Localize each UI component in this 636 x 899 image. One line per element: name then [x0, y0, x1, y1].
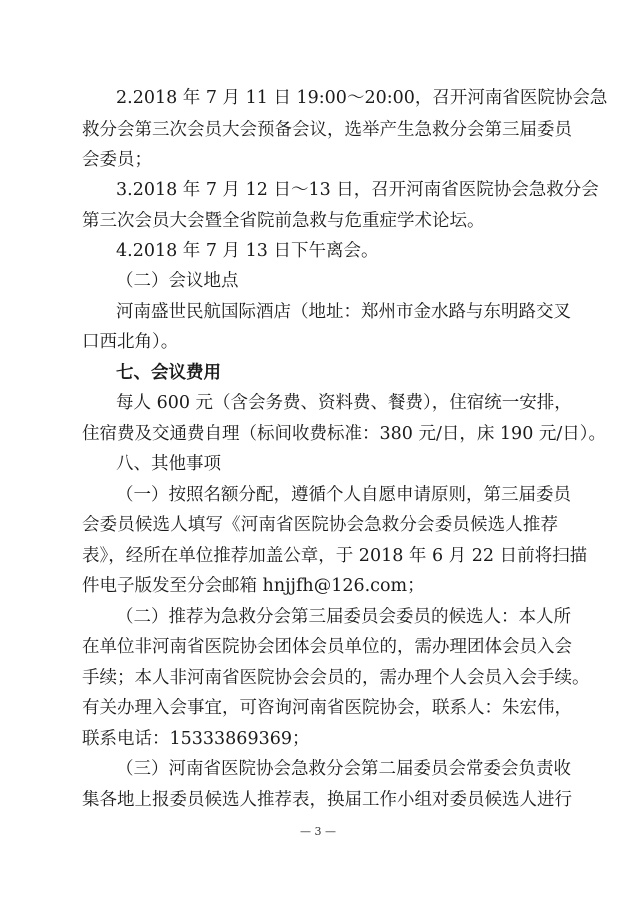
paragraph-line: 会委员候选人填写《河南省医院协会急救分会委员候选人推荐	[82, 515, 558, 535]
paragraph-line: 件电子版发至分会邮箱 hnjjfh@126.com；	[82, 576, 425, 596]
paragraph-line: 会委员；	[82, 150, 152, 170]
paragraph-line: 河南盛世民航国际酒店（地址：郑州市金水路与东明路交叉	[116, 302, 571, 322]
section-heading: 八、其他事项	[116, 454, 221, 474]
paragraph-line: 2.2018 年 7 月 11 日 19:00～20:00，召开河南省医院协会急	[116, 88, 608, 108]
paragraph-line: 3.2018 年 7 月 12 日～13 日，召开河南省医院协会急救分会	[116, 180, 599, 200]
paragraph-line: 4.2018 年 7 月 13 日下午离会。	[116, 241, 379, 261]
paragraph-line: 表》，经所在单位推荐加盖公章，于 2018 年 6 月 22 日前将扫描	[82, 546, 588, 566]
paragraph-line: 联系电话：15333869369；	[82, 729, 310, 749]
paragraph-line: 救分会第三次会员大会预备会议，选举产生急救分会第三届委员	[82, 120, 572, 140]
paragraph-line: 住宿费及交通费自理（标间收费标准：380 元/日，床 190 元/日）。	[82, 424, 607, 444]
paragraph-line: （三）河南省医院协会急救分会第二届委员会常委会负责收	[116, 759, 571, 779]
paragraph-line: 第三次会员大会暨全省院前急救与危重症学术论坛。	[82, 211, 485, 231]
page-number: — 3 —	[300, 825, 336, 838]
paragraph-line: 手续；本人非河南省医院协会会员的，需办理个人会员入会手续。	[82, 668, 590, 688]
paragraph-line: 在单位非河南省医院协会团体会员单位的，需办理团体会员入会	[82, 637, 572, 657]
paragraph-line: 有关办理入会事宜，可咨询河南省医院协会，联系人：朱宏伟，	[82, 698, 572, 718]
paragraph-line: 口西北角）。	[82, 332, 179, 352]
paragraph-line: （一）按照名额分配，遵循个人自愿申请原则，第三届委员	[116, 485, 571, 505]
section-heading: 七、会议费用	[116, 363, 221, 383]
paragraph-line: 集各地上报委员候选人推荐表，换届工作小组对委员候选人进行	[82, 790, 572, 810]
section-heading: （二）会议地点	[116, 271, 239, 291]
paragraph-line: 每人 600 元（含会务费、资料费、餐费），住宿统一安排，	[116, 393, 572, 413]
paragraph-line: （二）推荐为急救分会第三届委员会委员的候选人：本人所	[116, 607, 571, 627]
